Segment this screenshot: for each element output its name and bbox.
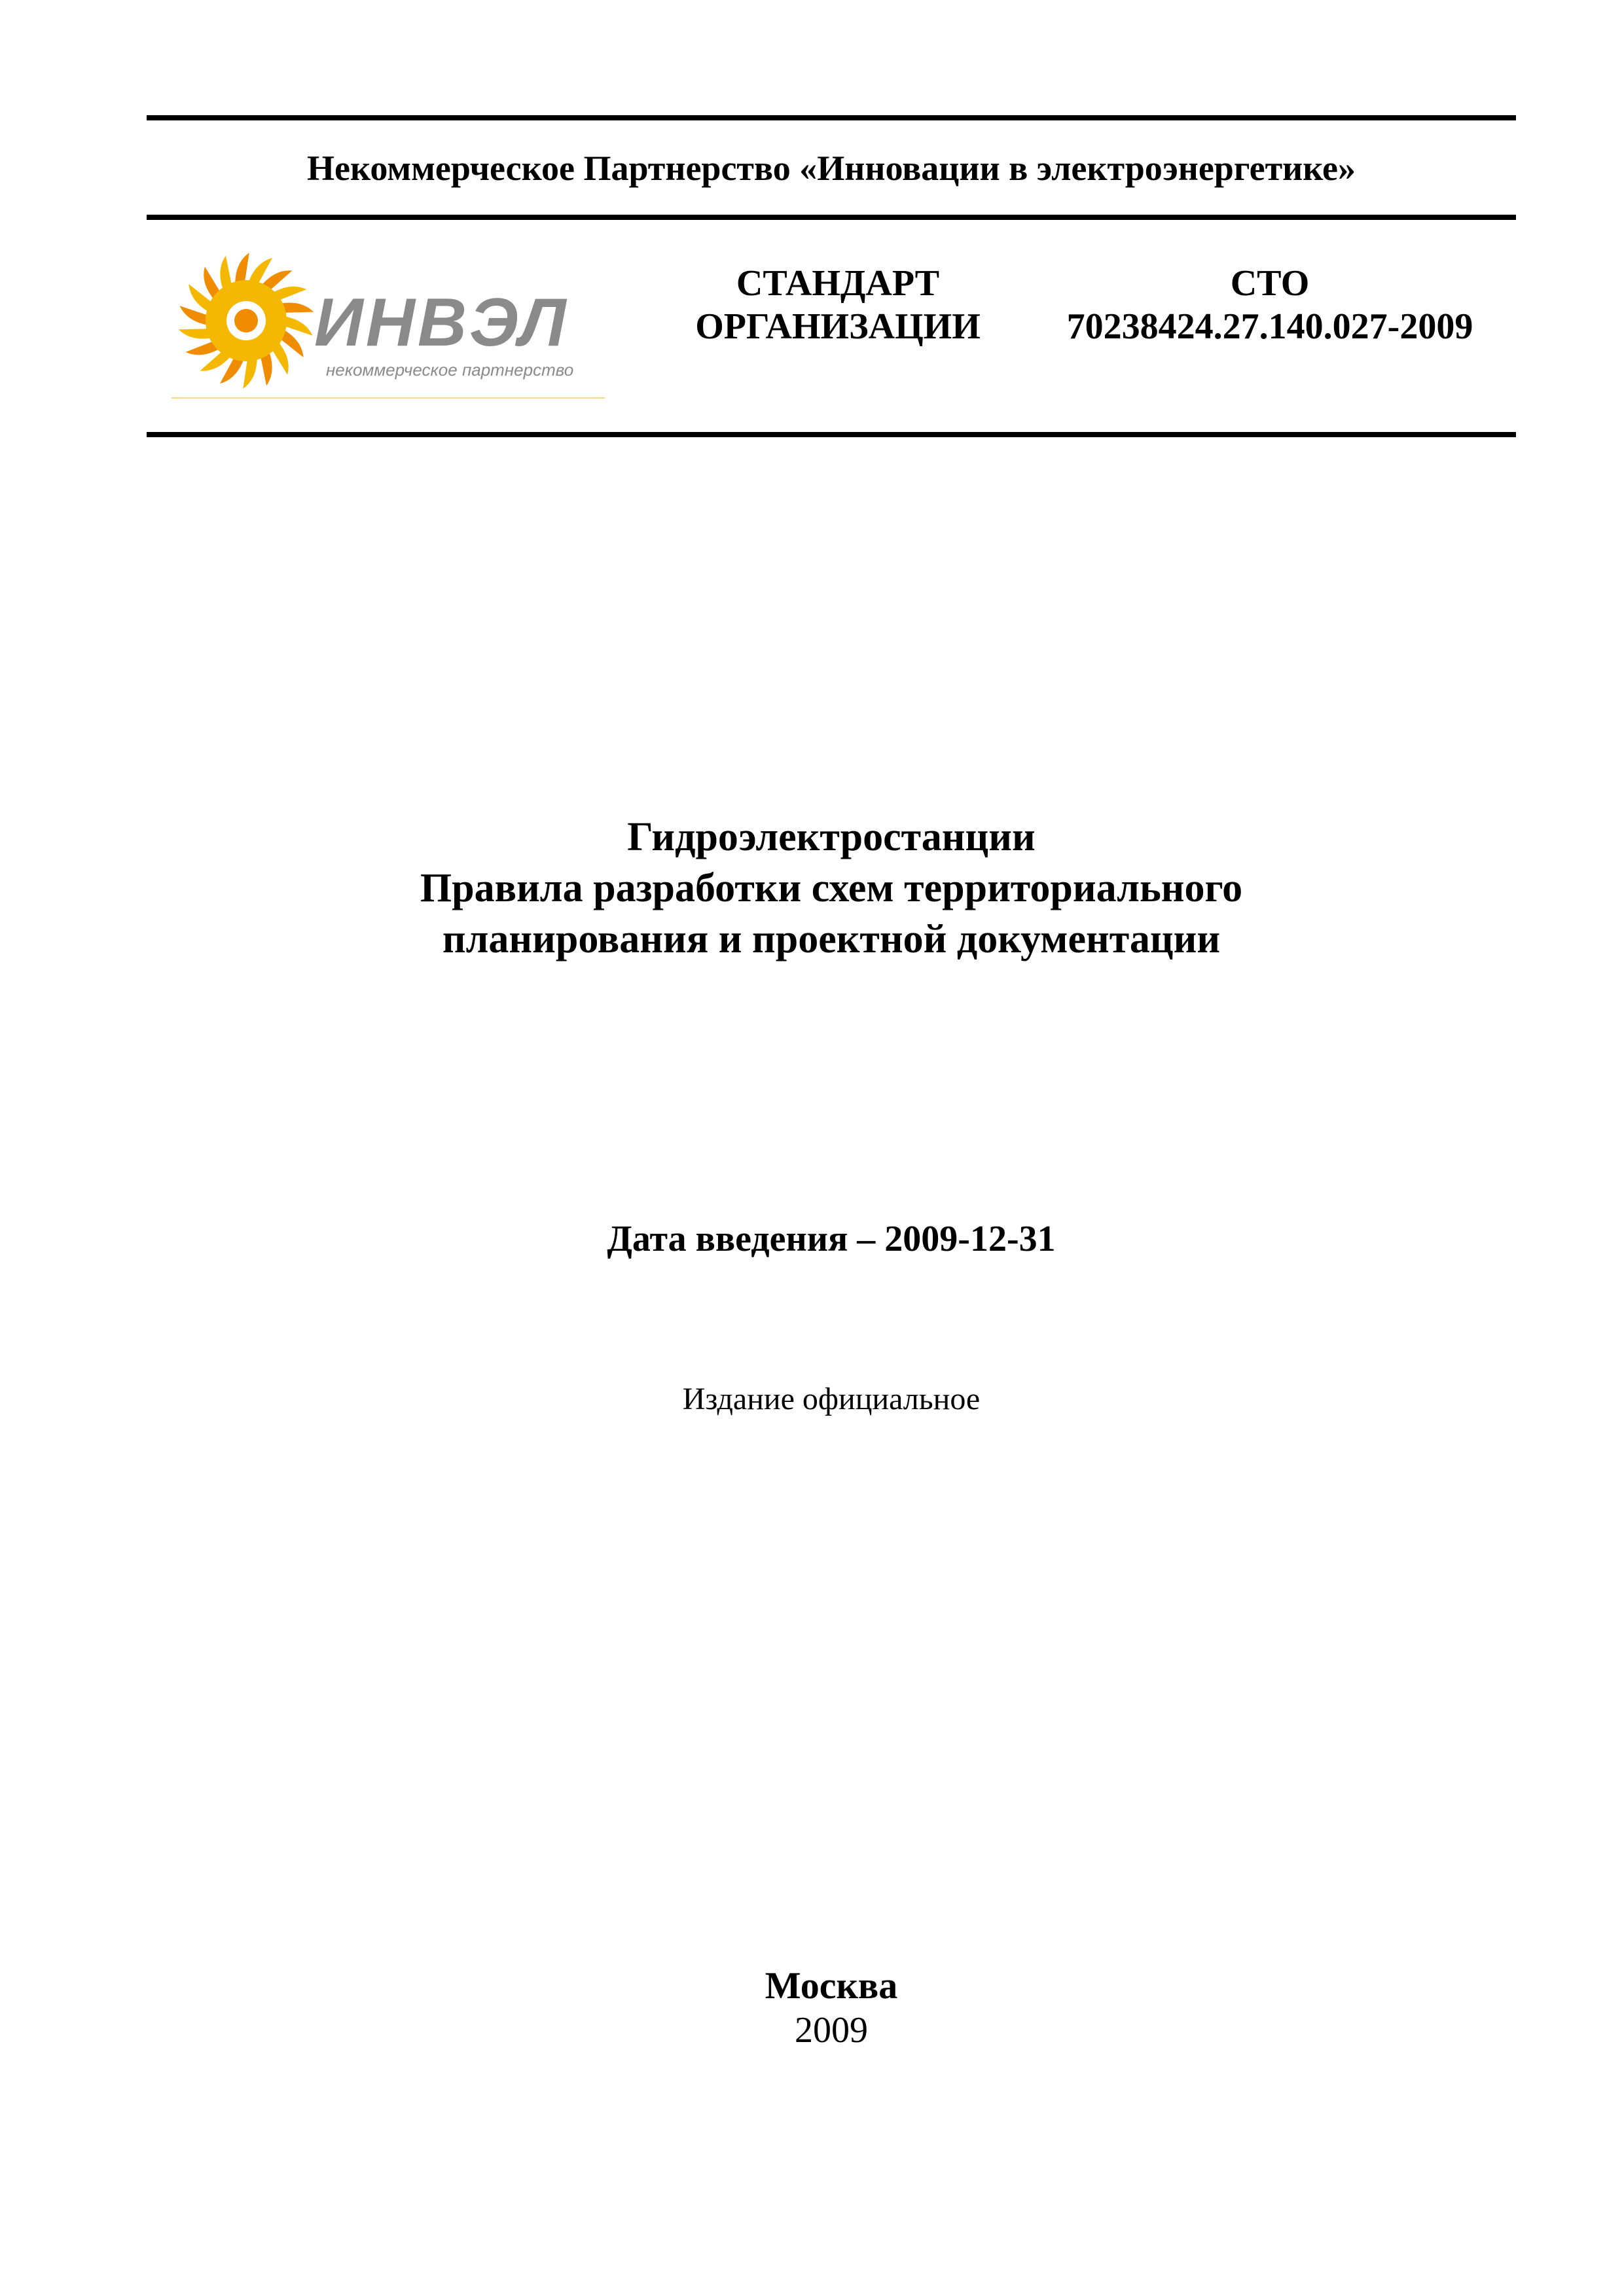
title-line-2: Правила разработки схем территориального (420, 866, 1243, 910)
edition-note: Издание официальное (682, 1382, 981, 1416)
title-line-3: планирования и проектной документации (442, 917, 1221, 961)
standard-code-number: 70238424.27.140.027-2009 (1066, 306, 1473, 347)
title-line-1: Гидроэлектростанции (627, 815, 1036, 859)
publication-city: Москва (765, 1964, 898, 2007)
logo-wordmark: ИНВЭЛ (314, 285, 569, 361)
logo-tagline: некоммерческое партнерство (326, 360, 574, 380)
top-rule (147, 115, 1516, 120)
introduction-date: Дата введения – 2009-12-31 (607, 1219, 1056, 1259)
publication-year: 2009 (795, 2010, 868, 2051)
standard-label-line2: ОРГАНИЗАЦИИ (695, 306, 981, 347)
document-title (147, 812, 1516, 965)
organization-name: Некоммерческое Партнерство «Инновации в электроэнергетике» (307, 149, 1356, 188)
standard-label (668, 262, 1008, 348)
standard-code (1034, 262, 1506, 348)
invel-logo (169, 249, 607, 406)
sun-icon (179, 253, 314, 389)
standard-code-prefix: СТО (1230, 263, 1310, 304)
standard-label-line1: СТАНДАРТ (736, 263, 940, 304)
header-bottom-rule (147, 432, 1516, 437)
header-divider-rule (147, 215, 1516, 220)
